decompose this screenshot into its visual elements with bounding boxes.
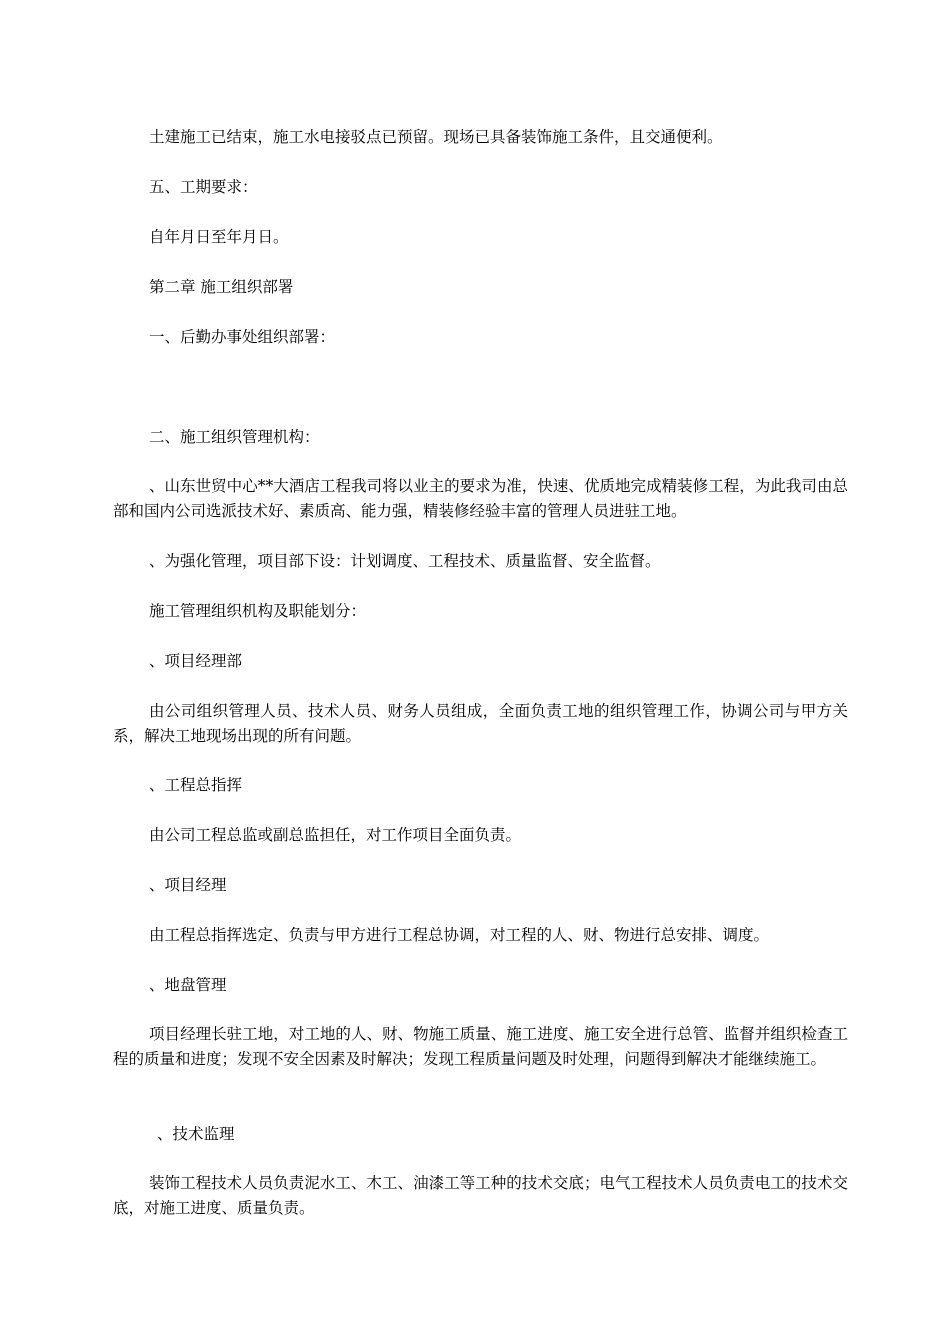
heading-technical-supervision: 、技术监理 [157, 1125, 235, 1143]
heading-chapter-two: 第二章 施工组织部署 [149, 278, 294, 296]
heading-project-manager: 、项目经理 [149, 876, 227, 894]
paragraph-chief-commander: 由公司工程总监或副总监担任，对工作项目全面负责。 [149, 826, 522, 844]
paragraph-site-management: 项目经理长驻工地，对工地的人、财、物施工质量、施工进度、施工安全进行总管、监督并组织检查工程的质量和进度；发现不安全因素及时解决；发现工程质量问题及时处理，问题得到解决才能继续施工。 [113, 1025, 848, 1068]
paragraph-site-conditions: 土建施工已结束，施工水电接驳点已预留。现场已具备装饰施工条件，且交通便利。 [149, 128, 723, 146]
paragraph-project-manager: 由工程总指挥选定、负责与甲方进行工程总协调，对工程的人、财、物进行总安排、调度。 [149, 926, 770, 944]
paragraph-project-commitment: 、山东世贸中心**大酒店工程我司将以业主的要求为准，快速、优质地完成精装修工程，为此我司由总部和国内公司选派技术好、素质高、能力强，精装修经验丰富的管理人员进驻工地。 [113, 477, 848, 520]
heading-chief-commander: 、工程总指挥 [149, 776, 243, 794]
paragraph-dates: 自年月日至年月日。 [149, 228, 289, 246]
heading-logistics: 一、后勤办事处组织部署： [149, 328, 336, 346]
heading-organization-functions: 施工管理组织机构及职能划分： [149, 602, 367, 620]
heading-site-management: 、地盘管理 [149, 976, 227, 994]
paragraph-departments: 、为强化管理，项目部下设：计划调度、工程技术、质量监督、安全监督。 [149, 552, 661, 570]
heading-project-dept: 、项目经理部 [149, 652, 243, 670]
heading-management-structure: 二、施工组织管理机构： [149, 428, 320, 446]
paragraph-technical-supervision: 装饰工程技术人员负责泥水工、木工、油漆工等工种的技术交底；电气工程技术人员负责电工的技术交底，对施工进度、质量负责。 [113, 1174, 848, 1217]
paragraph-project-dept: 由公司组织管理人员、技术人员、财务人员组成，全面负责工地的组织管理工作，协调公司与甲方关系，解决工地现场出现的所有问题。 [113, 702, 848, 745]
heading-schedule: 五、工期要求： [149, 178, 258, 196]
